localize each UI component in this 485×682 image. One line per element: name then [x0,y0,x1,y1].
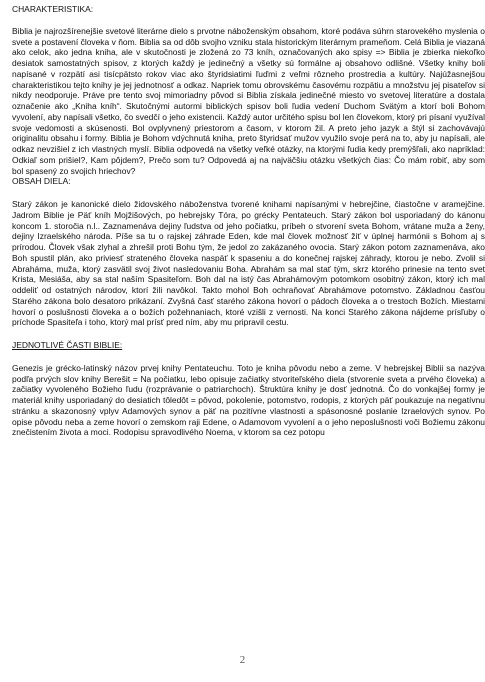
spacer [12,328,485,340]
paragraph-jednotlive-casti: Genezis je grécko-latinský názov prvej knihy Pentateuchu. Toto je kniha pôvodu nebo a zeme. V hebrejskej Biblii sa nazýva podľa prvých slov knihy Berešit = Na počiatku, lebo opisuje začiatky stvoriteľského diela (stvorenie sveta a prvého človeka) a začiatky vyvoleného Božieho ľudu (rozprávanie o patriarchoch). Štruktúra knihy je dosť jednotná. Čo do vonkajšej formy je materiál knihy usporiadaný do desiatich tôledôt = pôvod, pokolenie, potomstvo, rodopis, z ktorých päť poukazuje na negatívnu stránku a skazonosný vplyv Adamových synov a päť na pozitívne vlastnosti a spásonosné poslanie Izraelových synov. Po opise pôvodu neba a zeme hovorí o zemskom raji Edene, o Adamovom vyvolení a o jeho neposlušnosti voči Božiemu zákonu znečistením života a moci. Rodopisu spravodlivého Noema, v ktorom sa cez potopu [12,362,485,438]
section-heading-obsah-diela: OBSAH DIELA: [12,176,71,187]
page-number: 2 [239,654,246,666]
section-heading-jednotlive-casti: JEDNOTLIVÉ ČASTI BIBLIE: [12,340,123,350]
paragraph-charakteristika: Biblia je najrozšírenejšie svetové literárne dielo s prvotne náboženským obsahom, ktoré podáva súhrn starovekého myslenia o svete a postavení človeka v ňom. Biblia sa od dôb svojho vzniku stala historickým literárnym prameňom. Celá Biblia je viazaná ako celok, ako jedna kniha, ale v skutočnosti je zložená zo 73 kníh, označovaných ako spisy => Biblia je zbierka niekoľko desiatok samostatných spisov, z ktorých každý je jedinečný a všetky sú formálne aj obsahovo odlišné. Všetky knihy boli napísané v rozpätí asi tisícpätsto rokov viac ako štyridsiatimi ľuďmi z veľmi rôzneho prostredia a kultúry. Najúžasnejšou charakteristikou tejto knihy je jej jednotnosť a odkaz. Napriek tomu obrovskému časovému rozpätiu a množstvu jej pisateľov si nikdy neodporuje. Práve pre tento svoj mimoriadny pôvod si Biblia získala jedinečné miesto vo svetovej literatúre a dostala označenie ako „Kniha kníh“. Skutočnými autormi biblických spisov boli ľudia vedení Duchom Svätým a ktorí boli Bohom vyvolení, aby napísali všetko, čo svedčí o jeho existencii. Každý autor určitého spisu bol len človekom, ktorý pri písaní využíval svoje vedomosti a skúsenosti. Bol ovplyvnený priestorom a časom, v ktorom žil. A preto jeho jazyk a štýl si zachovávajú originalitu obsahu i formy. Biblia je Bohom vdýchnutá kniha, preto štyridsať mužov využilo svoje perá na to, aby ju napísali, ale odkaz nevzišiel z ich vlastných myslí. Biblia odpovedá na všetky veľké otázky, na ktorými ľudia kedy premýšľali, ako napríklad: Odkiaľ som prišiel?, Kam pôjdem?, Prečo som tu? Odpovedá aj na najväčšiu otázku všetkých čias: Čo mám robiť, aby som bol spasený zo svojich hriechov? [12,25,485,176]
section-heading-charakteristika: CHARAKTERISTIKA: [12,4,94,14]
spacer [12,15,485,26]
paragraph-obsah-diela: Starý zákon je kanonické dielo židovského náboženstva tvorené knihami napísanými v hebrejčine, čiastočne v aramejčine. Jadrom Biblie je Päť kníh Mojžišových, po hebrejsky Tóra, po grécky Pentateuch. Starý zákon bol usporiadaný do kánonu koncom 1. storočia n.l.. Zaznamenáva dejiny ľudstva od jeho počiatku, príbeh o stvorení sveta Bohom, vrátane muža a ženy, dejiny Izraelského národa. Píše sa tu o rajskej záhrade Eden, kde mal človek možnosť žiť v úplnej harmónii s Bohom aj s prírodou. Človek však zlyhal a zhrešil proti Bohu tým, že jedol zo zakázaného ovocia. Starý zákon potom zaznamenáva, ako Boh spustil plán, ako priviesť strateného človeka naspäť k spaseniu a do konečnej rajskej záhrady, ktorou je nebo. Zvolil si Abraháma, muža, ktorý zasvätil svoj život nasledovaniu Boha. Abrahám sa mal stať tým, skrz ktorého prinesie na tento svet Krista, Mesiáša, aby sa stal naším Spasiteľom. Boh dal na istý čas Abrahámovým potomkom osobitný zákon, ktorý ich mal oddeliť od ostatných národov, ktorí žili navôkol. Takto mohol Boh ochraňovať Abrahámove potomstvo. Základnou časťou Starého zákona bolo desatoro prikázaní. Zvyšná časť starého zákona hovorí o pádoch človeka a o trestoch Božích. Miestami hovorí o poslušnosti človeka a o božích požehnaniach, ktoré vzišli z vernosti. Na konci Starého zákona nájdeme prísľuby o príchode Spasiteľa i toho, ktorý mal prísť pred ním, aby mu pripravil cestu. [12,199,485,328]
spacer [12,351,485,363]
spacer [12,187,485,199]
document-text-column [12,4,485,438]
